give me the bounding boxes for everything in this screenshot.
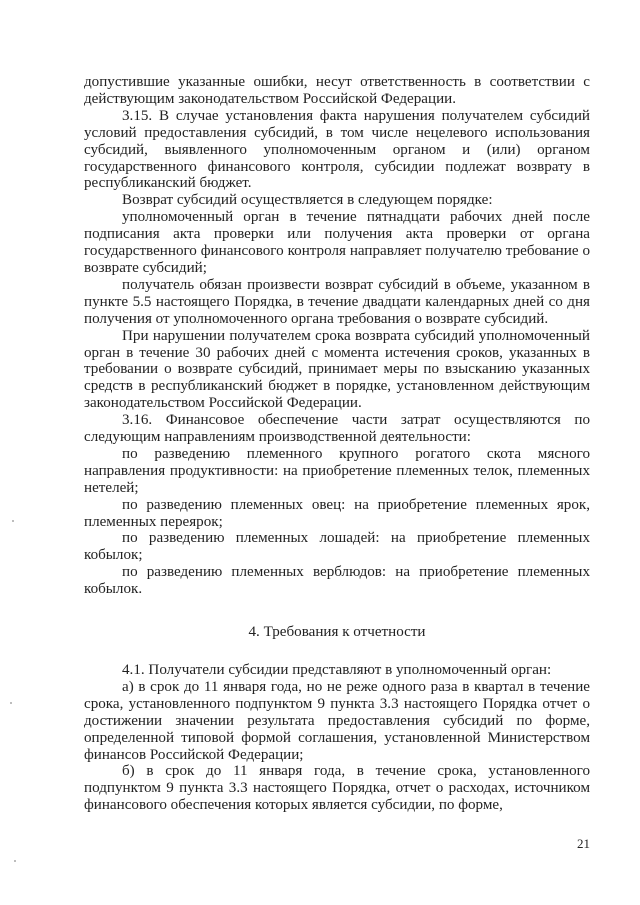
scan-speck (12, 520, 14, 522)
document-body (84, 74, 590, 814)
paragraph: допустившие указанные ошибки, несут ответственность в соответствии с действующим законодательством Российской Федерации. (84, 74, 590, 107)
paragraph: б) в срок до 11 января года, в течение срока, установленного подпунктом 9 пункта 3.3 настоящего Порядка, отчет о расходах, источником финансового обеспечения которых является субсидии, по форме, (84, 763, 590, 814)
page-number: 21 (577, 836, 590, 851)
paragraph: 4.1. Получатели субсидии представляют в уполномоченный орган: (122, 662, 552, 678)
paragraph: по разведению племенного крупного рогатого скота мясного направления продуктивности: на приобретение племенных телок, племенных нетелей; (84, 445, 590, 496)
paragraph: При нарушении получателем срока возврата субсидий уполномоченный орган в течение 30 рабочих дней с момента истечения сроков, указанных в требовании о возврате субсидий, принимает меры по взысканию указанных средств в республиканский бюджет в порядке, установленном действующим законодательством Российской Федерации. (84, 327, 590, 412)
scan-speck (14, 860, 16, 862)
paragraph: 3.15. В случае установления факта нарушения получателем субсидий условий предоставления субсидий, в том числе нецелевого использования субсидий, выявленного уполномоченным органом и (или) органом государственного финансового контроля, субсидии подлежат возврату в республиканский бюджет. (84, 107, 590, 192)
paragraph: Возврат субсидий осуществляется в следующем порядке: (122, 192, 493, 209)
paragraph: 3.16. Финансовое обеспечение части затрат осуществляются по следующим направлениям производственной деятельности: (84, 412, 590, 446)
section-heading: 4. Требования к отчетности (248, 624, 426, 641)
paragraph: получатель обязан произвести возврат субсидий в объеме, указанном в пункте 5.5 настоящего Порядка, в течение двадцати календарных дней со дня получения от уполномоченного органа требования о возврате субсидий. (84, 276, 590, 327)
paragraph: по разведению племенных верблюдов: на приобретение племенных кобылок. (84, 564, 590, 598)
paragraph: уполномоченный орган в течение пятнадцати рабочих дней после подписания акта проверки или получения акта проверки от органа государственного финансового контроля направляет получателю требование о возврате субсидий; (84, 209, 590, 276)
paragraph: по разведению племенных овец: на приобретение племенных ярок, племенных переярок; (84, 496, 590, 530)
paragraph: а) в срок до 11 января года, но не реже одного раза в квартал в течение срока, установленного подпунктом 9 пункта 3.3 настоящего Порядка отчет о достижении значении результата предоставления субсидий по форме, определенной типовой формой соглашения, установленной Министерством финансов Российской Федерации; (84, 678, 590, 763)
scan-speck (10, 702, 12, 704)
paragraph: по разведению племенных лошадей: на приобретение племенных кобылок; (84, 530, 590, 564)
